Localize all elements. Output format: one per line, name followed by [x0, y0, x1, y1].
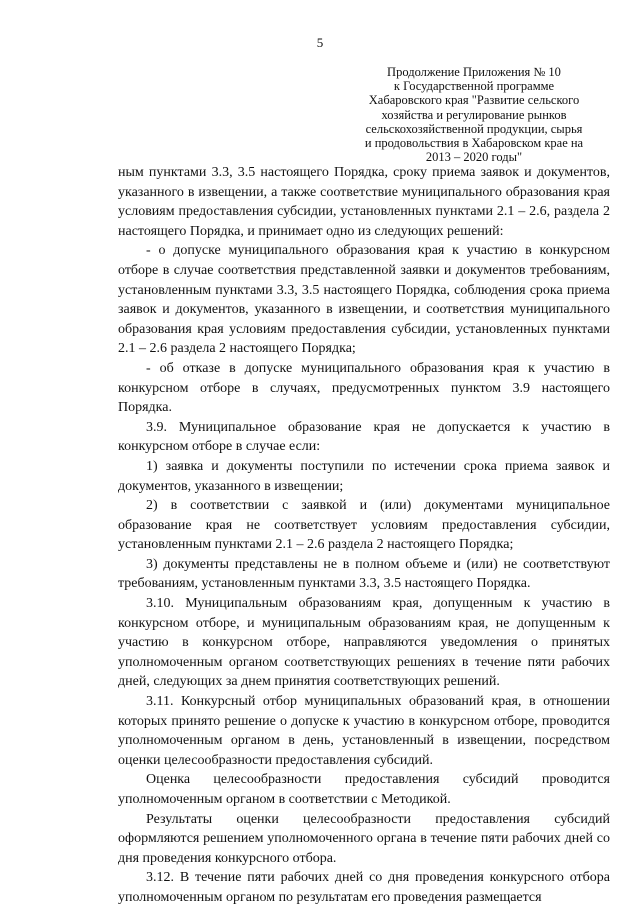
- paragraph: 3.10. Муниципальным образованиям края, допущенным к участию в конкурсном отборе, и муниципальным образованиям края, не допущенным к участию в конкурсном отборе, направляются уведомления о принятых уполномоченным органом соответствующих решениях в течение пяти рабочих дней, следующих за днем принятия соответствующих решений.: [118, 596, 610, 690]
- paragraph: Оценка целесообразности предоставления субсидий проводится уполномоченным органом в соответствии с Методикой.: [118, 772, 610, 807]
- paragraph: - о допуске муниципального образования края к участию в конкурсном отборе в случае соответствия представленной заявки и документов требованиям, установленным пунктами 3.3, 3.5 настоящего Порядка, соблюдения срока приема заявок и документов, указанного в извещении, и соответствия муниципального образования края условиям предоставления субсидии, установленных пунктами 2.1 – 2.6 раздела 2 настоящего Порядка;: [118, 243, 610, 357]
- header-line: Продолжение Приложения № 10: [387, 65, 561, 79]
- document-body: [118, 163, 610, 908]
- paragraph: 2) в соответствии с заявкой и (или) документами муниципальное образование края не соответствует условиям предоставления субсидии, установленным пунктами 2.1 – 2.6 раздела 2 настоящего Порядка;: [118, 498, 610, 553]
- page-number: 5: [316, 35, 324, 50]
- paragraph: 1) заявка и документы поступили по истечении срока приема заявок и документов, указанного в извещении;: [118, 458, 610, 494]
- paragraph: 3) документы представлены не в полном объеме и (или) не соответствуют требованиям, установленным пунктами 3.3, 3.5 настоящего Порядка.: [118, 556, 610, 592]
- header-line: и продовольствия в Хабаровском крае на: [364, 136, 584, 151]
- paragraph: Результаты оценки целесообразности предоставления субсидий оформляются решением уполномоченного органа в течение пяти рабочих дней со дня проведения конкурсного отбора.: [118, 811, 610, 866]
- paragraph: 3.12. В течение пяти рабочих дней со дня проведения конкурсного отбора уполномоченным органом по результатам его проведения размещается: [118, 870, 610, 905]
- paragraph: 3.9. Муниципальное образование края не допускается к участию в конкурсном отборе в случае если:: [118, 419, 610, 455]
- paragraph: - об отказе в допуске муниципального образования края к участию в конкурсном отборе в случаях, предусмотренных пунктом 3.9 настоящего Порядка.: [118, 360, 610, 416]
- appendix-header: [342, 65, 606, 164]
- header-line: хозяйства и регулирование рынков: [381, 107, 567, 122]
- header-line: Хабаровского края "Развитие сельского: [368, 93, 580, 108]
- paragraph: ным пунктами 3.3, 3.5 настоящего Порядка, сроку приема заявок и документов, указанного в извещении, а также соответствие муниципального образования края условиям предоставления субсидии, установленных пунктами 2.1 – 2.6, раздела 2 настоящего Порядка, и принимает одно из следующих решений:: [118, 165, 610, 239]
- header-line: к Государственной программе: [393, 79, 555, 94]
- paragraph: 3.11. Конкурсный отбор муниципальных образований края, в отношении которых принято решение о допуске к участию в конкурсном отборе, проводится уполномоченным органом в день, установленный в извещении, посредством оценки целесообразности предоставления субсидий.: [118, 694, 610, 768]
- header-line: сельскохозяйственной продукции, сырья: [365, 121, 583, 136]
- header-line: 2013 – 2020 годы": [425, 150, 523, 165]
